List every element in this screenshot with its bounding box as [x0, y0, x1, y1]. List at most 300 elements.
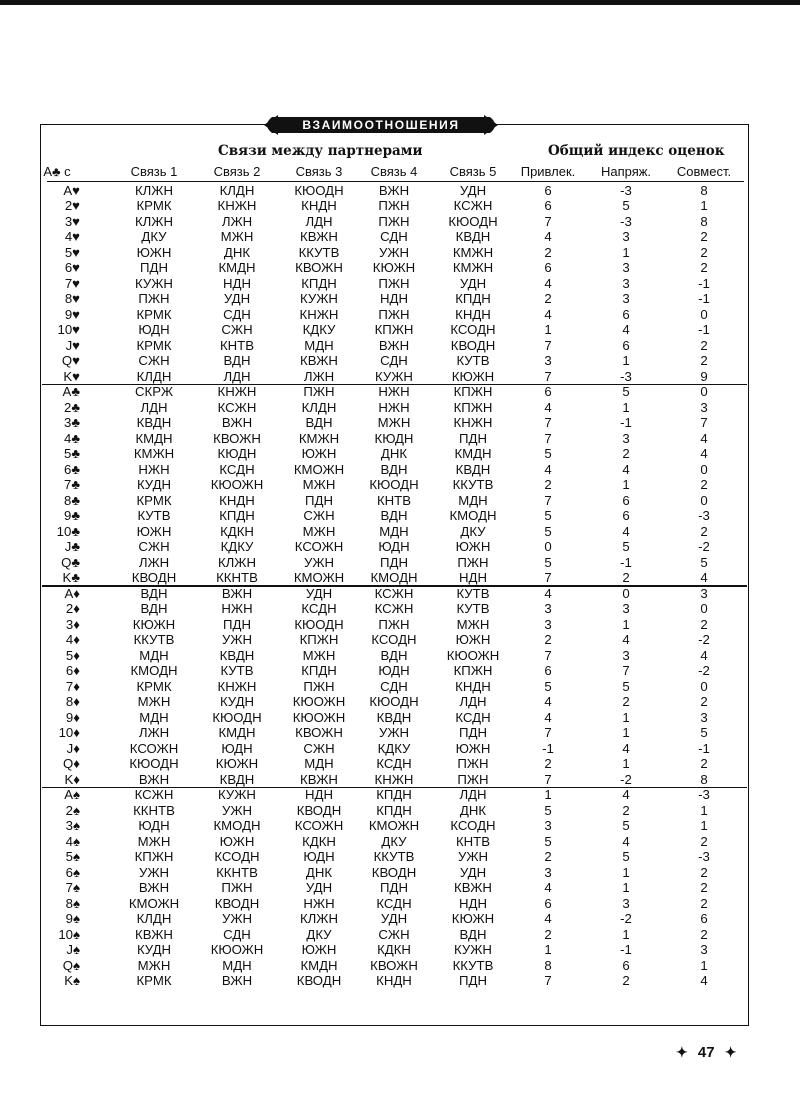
- link-1-cell: КВДН: [136, 415, 172, 430]
- table-row: [0, 570, 800, 586]
- compatibility-cell: 3: [700, 709, 708, 725]
- link-5-cell: КСОДН: [450, 818, 496, 833]
- attraction-cell: 4: [544, 461, 552, 477]
- attraction-cell: 6: [544, 384, 552, 399]
- link-5-cell: УДН: [459, 864, 487, 880]
- compatibility-cell: 1: [700, 198, 708, 213]
- card-label-cell: 6♦: [65, 663, 80, 678]
- col-header-link2: Связь 2: [213, 164, 261, 179]
- link-5-cell: КВОДН: [450, 337, 496, 353]
- table-row: [0, 725, 800, 741]
- link-5-cell: КУТВ: [456, 353, 490, 368]
- attraction-cell: 2: [544, 244, 552, 260]
- tension-cell: 2: [622, 802, 630, 818]
- link-1-cell: КМЖН: [133, 446, 175, 461]
- table-row: [0, 586, 800, 602]
- card-label-cell: 8♣: [64, 492, 80, 508]
- table-row: [0, 849, 800, 865]
- link-1-cell: ЮЖН: [136, 523, 172, 539]
- link-1-cell: ПДН: [140, 260, 168, 275]
- link-4-cell: УДН: [380, 911, 408, 926]
- link-1-cell: КПЖН: [134, 849, 174, 864]
- attraction-cell: 2: [544, 756, 552, 771]
- tension-cell: 4: [622, 833, 630, 849]
- card-label-cell: A♦: [64, 585, 80, 601]
- compatibility-cell: -3: [698, 787, 710, 802]
- attraction-cell: 4: [544, 399, 552, 415]
- tension-cell: 7: [622, 663, 630, 678]
- card-label-cell: Q♣: [61, 554, 80, 570]
- col-header-tension: Напряж.: [600, 164, 652, 179]
- link-5-cell: ЮЖН: [455, 539, 491, 554]
- compatibility-cell: 3: [700, 399, 708, 415]
- attraction-cell: 3: [544, 818, 552, 833]
- link-5-cell: КНДН: [455, 306, 491, 322]
- card-label-cell: A♥: [63, 182, 80, 198]
- table-row: [0, 710, 800, 726]
- table-row: [0, 958, 800, 974]
- compatibility-cell: 8: [700, 213, 708, 229]
- table-row: [0, 539, 800, 555]
- tension-cell: 1: [622, 353, 630, 368]
- link-5-cell: МЖН: [456, 616, 490, 632]
- link-3-cell: УЖН: [303, 554, 335, 570]
- table-row: [0, 772, 800, 788]
- card-label-cell: 3♠: [65, 818, 80, 833]
- tension-cell: 1: [622, 244, 630, 260]
- card-label-cell: 4♦: [65, 632, 80, 647]
- compatibility-cell: -1: [698, 291, 710, 306]
- link-5-cell: КСОДН: [450, 322, 496, 337]
- link-2-cell: КДКУ: [220, 539, 254, 554]
- tension-cell: 2: [622, 694, 630, 709]
- attraction-cell: 1: [544, 942, 552, 957]
- link-3-cell: КДКН: [302, 833, 336, 849]
- link-2-cell: КНДН: [219, 492, 255, 508]
- card-label-cell: J♣: [64, 539, 80, 554]
- tension-cell: 2: [622, 446, 630, 461]
- tension-cell: -2: [620, 771, 632, 787]
- link-3-cell: КСОЖН: [294, 818, 344, 833]
- link-3-cell: КСОЖН: [294, 539, 344, 554]
- attraction-cell: 7: [544, 725, 552, 740]
- compatibility-cell: 5: [700, 554, 708, 570]
- card-label-cell: Q♥: [61, 353, 80, 368]
- table-row: [0, 183, 800, 199]
- link-2-cell: УДН: [223, 291, 251, 306]
- table-row: [0, 524, 800, 540]
- compatibility-cell: 2: [700, 880, 708, 895]
- link-4-cell: ЮДН: [378, 539, 410, 554]
- link-1-cell: УЖН: [138, 864, 170, 880]
- table-row: [0, 369, 800, 385]
- card-label-cell: 3♦: [65, 616, 80, 632]
- attraction-cell: 6: [544, 198, 552, 213]
- card-label-cell: 9♦: [65, 709, 80, 725]
- col-header-card: A♣ с: [43, 164, 71, 179]
- link-5-cell: КСДН: [455, 709, 491, 725]
- tension-cell: 4: [622, 787, 630, 802]
- banner-title: ВЗАИМООТНОШЕНИЯ: [302, 118, 460, 132]
- link-3-cell: КДКУ: [302, 322, 336, 337]
- link-2-cell: КЛДН: [219, 182, 255, 198]
- attraction-cell: 2: [544, 632, 552, 647]
- card-label-cell: 7♠: [65, 880, 80, 895]
- tension-cell: -3: [620, 213, 632, 229]
- link-2-cell: МДН: [222, 957, 252, 973]
- card-label-cell: 5♦: [65, 647, 80, 663]
- link-5-cell: УЖН: [457, 849, 489, 864]
- attraction-cell: 6: [544, 182, 552, 198]
- link-5-cell: КМЖН: [452, 260, 494, 275]
- compatibility-cell: 2: [700, 616, 708, 632]
- link-3-cell: ЛЖН: [303, 368, 335, 384]
- compatibility-cell: 4: [700, 973, 708, 988]
- link-2-cell: ВДН: [223, 353, 251, 368]
- card-label-cell: 7♦: [65, 678, 80, 694]
- link-4-cell: ЮДН: [378, 663, 410, 678]
- attraction-cell: 5: [544, 678, 552, 694]
- link-1-cell: МДН: [139, 709, 169, 725]
- attraction-cell: 6: [544, 895, 552, 911]
- link-2-cell: СЖН: [221, 322, 253, 337]
- link-4-cell: КНДН: [376, 973, 412, 988]
- link-3-cell: ККУТВ: [298, 244, 340, 260]
- link-1-cell: КМДН: [135, 430, 173, 446]
- attraction-cell: 3: [544, 601, 552, 616]
- link-5-cell: НДН: [459, 570, 487, 585]
- link-4-cell: ПДН: [380, 554, 408, 570]
- card-label-cell: J♠: [66, 942, 80, 957]
- link-2-cell: КВОЖН: [213, 430, 261, 446]
- table-row: [0, 896, 800, 912]
- table-row: [0, 291, 800, 307]
- compatibility-cell: 0: [700, 306, 708, 322]
- link-1-cell: КРМК: [136, 678, 172, 694]
- attraction-cell: 4: [544, 880, 552, 895]
- compatibility-cell: -2: [698, 663, 710, 678]
- attraction-cell: 3: [544, 616, 552, 632]
- card-label-cell: K♠: [64, 973, 80, 988]
- col-header-link4: Связь 4: [370, 164, 418, 179]
- compatibility-cell: 4: [700, 430, 708, 446]
- link-1-cell: ЛЖН: [138, 554, 170, 570]
- link-3-cell: КНЖН: [299, 306, 339, 322]
- link-1-cell: ПЖН: [138, 291, 170, 306]
- link-5-cell: КЮЖН: [451, 911, 495, 926]
- attraction-cell: 2: [544, 849, 552, 864]
- link-2-cell: ПДН: [223, 616, 251, 632]
- link-2-cell: КЮОЖН: [210, 477, 264, 492]
- card-label-cell: 10♣: [56, 523, 80, 539]
- attraction-cell: 4: [544, 694, 552, 709]
- link-3-cell: ДНК: [305, 864, 333, 880]
- attraction-cell: 5: [544, 833, 552, 849]
- compatibility-cell: 2: [700, 523, 708, 539]
- link-3-cell: КВЖН: [300, 229, 338, 244]
- footer-ornament-right: ✦: [724, 1044, 737, 1060]
- compatibility-cell: -1: [698, 740, 710, 756]
- table-row: [0, 446, 800, 462]
- compatibility-cell: 8: [700, 771, 708, 787]
- tension-cell: 4: [622, 461, 630, 477]
- link-1-cell: КРМК: [136, 306, 172, 322]
- link-4-cell: ПЖН: [378, 306, 410, 322]
- link-5-cell: КЮОЖН: [446, 647, 500, 663]
- link-5-cell: ЛДН: [459, 694, 487, 709]
- link-1-cell: КРМК: [136, 973, 172, 988]
- tension-cell: 1: [622, 477, 630, 492]
- tension-cell: 6: [622, 508, 630, 523]
- table-row: [0, 787, 800, 803]
- compatibility-cell: 2: [700, 833, 708, 849]
- link-1-cell: ЮДН: [138, 322, 170, 337]
- tension-cell: 1: [622, 926, 630, 942]
- link-3-cell: ДКУ: [306, 926, 332, 942]
- link-1-cell: КЛДН: [136, 911, 172, 926]
- section-banner: [262, 112, 500, 138]
- link-4-cell: КПДН: [376, 802, 412, 818]
- table-row: [0, 927, 800, 943]
- link-5-cell: ПДН: [459, 725, 487, 740]
- attraction-cell: 3: [544, 353, 552, 368]
- card-label-cell: 4♥: [64, 229, 80, 244]
- compatibility-cell: -3: [698, 849, 710, 864]
- table-row: [0, 245, 800, 261]
- table-row: [0, 276, 800, 292]
- link-4-cell: КЮДН: [374, 430, 414, 446]
- link-1-cell: ВЖН: [138, 880, 170, 895]
- link-2-cell: МЖН: [220, 229, 254, 244]
- link-2-cell: ККНТВ: [216, 570, 258, 585]
- link-3-cell: МЖН: [302, 647, 336, 663]
- compatibility-cell: 4: [700, 570, 708, 585]
- link-1-cell: КРМК: [136, 492, 172, 508]
- link-5-cell: ЛДН: [459, 787, 487, 802]
- link-1-cell: КЮОДН: [129, 756, 179, 771]
- card-label-cell: 2♥: [64, 198, 80, 213]
- link-3-cell: КВЖН: [300, 353, 338, 368]
- card-label-cell: Q♦: [63, 756, 80, 771]
- link-3-cell: СЖН: [303, 508, 335, 523]
- link-3-cell: ЛДН: [305, 213, 333, 229]
- tension-cell: 0: [622, 585, 630, 601]
- attraction-cell: 7: [544, 368, 552, 384]
- compatibility-cell: 2: [700, 353, 708, 368]
- link-3-cell: КЮОДН: [294, 616, 344, 632]
- col-header-link3: Связь 3: [295, 164, 343, 179]
- table-row: [0, 384, 800, 400]
- link-1-cell: КЛДН: [136, 368, 172, 384]
- tension-cell: 6: [622, 957, 630, 973]
- attraction-cell: 7: [544, 771, 552, 787]
- attraction-cell: 7: [544, 430, 552, 446]
- compatibility-cell: 2: [700, 260, 708, 275]
- table-row: [0, 431, 800, 447]
- tension-cell: 3: [622, 275, 630, 291]
- link-4-cell: КМОЖН: [368, 818, 420, 833]
- link-3-cell: КУЖН: [300, 291, 338, 306]
- link-3-cell: МЖН: [302, 523, 336, 539]
- link-5-cell: КПДН: [455, 291, 491, 306]
- tension-cell: 3: [622, 260, 630, 275]
- link-2-cell: ВЖН: [221, 585, 253, 601]
- link-3-cell: КЮОЖН: [292, 694, 346, 709]
- tension-cell: -3: [620, 368, 632, 384]
- link-3-cell: КВЖН: [300, 771, 338, 787]
- link-3-cell: ПЖН: [303, 384, 335, 399]
- card-label-cell: 2♠: [65, 802, 80, 818]
- attraction-cell: 7: [544, 213, 552, 229]
- link-4-cell: КДКУ: [377, 740, 411, 756]
- link-3-cell: КВОЖН: [295, 260, 343, 275]
- link-4-cell: КВОЖН: [370, 957, 418, 973]
- link-3-cell: КМОЖН: [293, 570, 345, 585]
- card-label-cell: J♥: [65, 337, 80, 353]
- link-1-cell: КУДН: [136, 477, 172, 492]
- link-2-cell: КСОДН: [214, 849, 260, 864]
- card-label-cell: Q♠: [62, 957, 80, 973]
- card-label-cell: 7♥: [64, 275, 80, 291]
- link-3-cell: ЮЖН: [301, 942, 337, 957]
- attraction-cell: 7: [544, 337, 552, 353]
- attraction-cell: 7: [544, 570, 552, 585]
- link-2-cell: КНТВ: [219, 337, 255, 353]
- tension-cell: 4: [622, 632, 630, 647]
- link-1-cell: СКРЖ: [134, 384, 174, 399]
- link-2-cell: КВДН: [219, 647, 255, 663]
- link-2-cell: ВЖН: [221, 415, 253, 430]
- tension-cell: 6: [622, 492, 630, 508]
- link-2-cell: СДН: [223, 306, 251, 322]
- tension-cell: 3: [622, 291, 630, 306]
- card-label-cell: 10♦: [58, 725, 80, 740]
- page-number: 47: [697, 1044, 715, 1061]
- compatibility-cell: 2: [700, 926, 708, 942]
- link-5-cell: КНДН: [455, 678, 491, 694]
- card-label-cell: 7♣: [64, 477, 80, 492]
- link-4-cell: КЮОДН: [369, 477, 419, 492]
- tension-cell: 5: [622, 539, 630, 554]
- link-2-cell: КУТВ: [220, 663, 254, 678]
- attraction-cell: 8: [544, 957, 552, 973]
- card-label-cell: 5♠: [65, 849, 80, 864]
- link-5-cell: МДН: [458, 492, 488, 508]
- link-2-cell: КСДН: [219, 461, 255, 477]
- link-1-cell: КЮЖН: [132, 616, 176, 632]
- link-2-cell: КНЖН: [217, 198, 257, 213]
- link-4-cell: ПЖН: [378, 616, 410, 632]
- tension-cell: 3: [622, 430, 630, 446]
- link-1-cell: КВОДН: [131, 570, 177, 585]
- link-4-cell: НЖН: [378, 384, 410, 399]
- link-4-cell: ПДН: [380, 880, 408, 895]
- link-2-cell: КМДН: [218, 725, 256, 740]
- table-row: [0, 477, 800, 493]
- compatibility-cell: 0: [700, 384, 708, 399]
- card-label-cell: 9♠: [65, 911, 80, 926]
- link-5-cell: ВДН: [459, 926, 487, 942]
- link-4-cell: УЖН: [378, 725, 410, 740]
- table-row: [0, 338, 800, 354]
- attraction-cell: 4: [544, 306, 552, 322]
- card-label-cell: 10♥: [57, 322, 80, 337]
- card-label-cell: K♥: [63, 368, 80, 384]
- link-4-cell: ВДН: [380, 647, 408, 663]
- compatibility-cell: 4: [700, 647, 708, 663]
- link-2-cell: КЛЖН: [217, 554, 257, 570]
- link-5-cell: КУЖН: [454, 942, 492, 957]
- link-2-cell: КМДН: [218, 260, 256, 275]
- link-5-cell: ПДН: [459, 430, 487, 446]
- link-1-cell: ККУТВ: [133, 632, 175, 647]
- card-label-cell: 5♣: [64, 446, 80, 461]
- card-label-cell: 3♥: [64, 213, 80, 229]
- link-1-cell: ККНТВ: [133, 802, 175, 818]
- table-row: [0, 803, 800, 819]
- card-label-cell: 8♦: [65, 694, 80, 709]
- link-4-cell: ПЖН: [378, 275, 410, 291]
- tension-cell: 6: [622, 337, 630, 353]
- attraction-cell: 7: [544, 415, 552, 430]
- attraction-cell: 7: [544, 647, 552, 663]
- table-row: [0, 694, 800, 710]
- link-1-cell: ЛДН: [140, 399, 168, 415]
- link-5-cell: ККУТВ: [452, 957, 494, 973]
- compatibility-cell: 5: [700, 725, 708, 740]
- link-5-cell: КПЖН: [453, 399, 493, 415]
- card-label-cell: J♦: [66, 740, 80, 756]
- link-1-cell: КУДН: [136, 942, 172, 957]
- card-label-cell: 4♣: [64, 430, 80, 446]
- link-5-cell: КПЖН: [453, 663, 493, 678]
- link-1-cell: КРМК: [136, 198, 172, 213]
- link-4-cell: КУЖН: [375, 368, 413, 384]
- link-5-cell: ККУТВ: [452, 477, 494, 492]
- link-2-cell: КВОДН: [214, 895, 260, 911]
- tension-cell: 5: [622, 678, 630, 694]
- tension-cell: 3: [622, 601, 630, 616]
- link-4-cell: КВОДН: [371, 864, 417, 880]
- link-3-cell: МДН: [304, 337, 334, 353]
- attraction-cell: 2: [544, 291, 552, 306]
- link-2-cell: КУЖН: [218, 787, 256, 802]
- link-4-cell: ПЖН: [378, 198, 410, 213]
- link-5-cell: КВДН: [455, 229, 491, 244]
- compatibility-cell: 0: [700, 492, 708, 508]
- link-5-cell: КПЖН: [453, 384, 493, 399]
- compatibility-cell: -1: [698, 275, 710, 291]
- link-2-cell: НЖН: [221, 601, 253, 616]
- compatibility-cell: 6: [700, 911, 708, 926]
- compatibility-cell: 1: [700, 957, 708, 973]
- link-3-cell: КЮОДН: [294, 182, 344, 198]
- link-5-cell: ПЖН: [457, 771, 489, 787]
- link-1-cell: ВЖН: [138, 771, 170, 787]
- card-label-cell: 9♣: [64, 508, 80, 523]
- table-row: [0, 648, 800, 664]
- link-2-cell: КЮЖН: [215, 756, 259, 771]
- link-1-cell: КРМК: [136, 337, 172, 353]
- link-5-cell: КМОДН: [449, 508, 497, 523]
- table-row: [0, 741, 800, 757]
- attraction-cell: 1: [544, 787, 552, 802]
- tension-cell: 5: [622, 849, 630, 864]
- link-4-cell: КСДН: [376, 756, 412, 771]
- link-3-cell: КЮОЖН: [292, 709, 346, 725]
- link-3-cell: КВОДН: [296, 802, 342, 818]
- link-4-cell: КПЖН: [374, 322, 414, 337]
